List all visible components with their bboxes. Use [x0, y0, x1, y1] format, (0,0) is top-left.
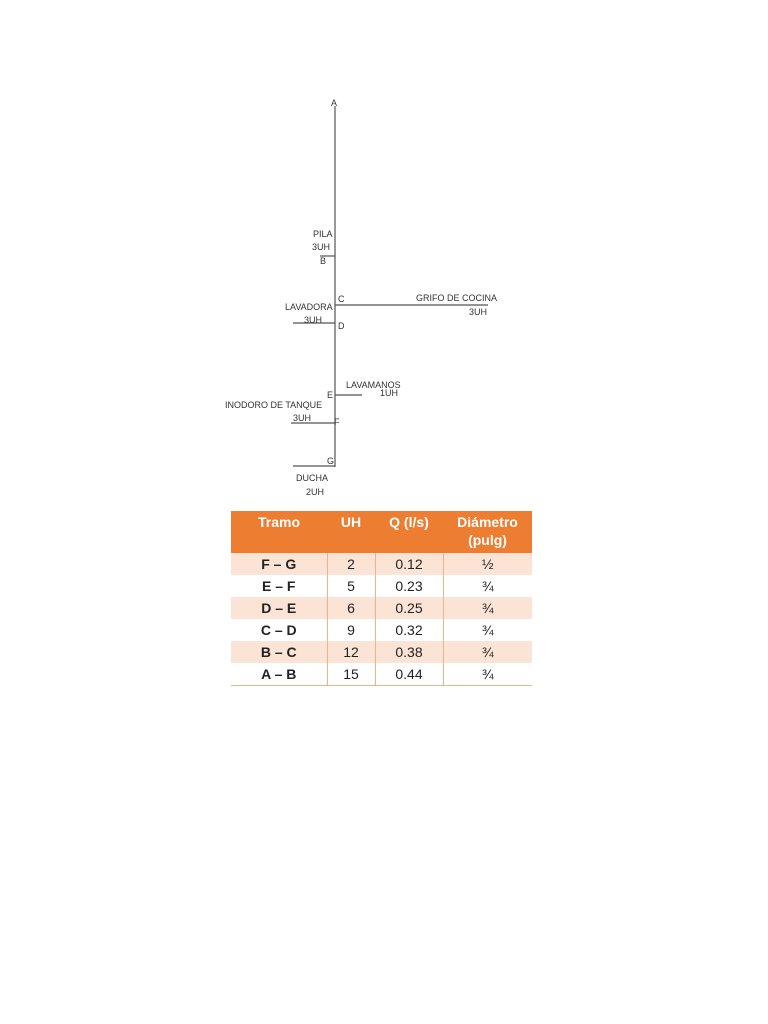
node-e-label: E: [327, 390, 334, 400]
node-b-label: B: [320, 256, 327, 266]
lavamanos-uh: 1UH: [380, 388, 399, 398]
cell-q: 0.23: [375, 575, 443, 597]
cell-uh: 15: [327, 663, 375, 686]
cell-uh: 6: [327, 597, 375, 619]
node-c-label: C: [338, 294, 345, 304]
pila-uh: 3UH: [312, 242, 331, 252]
header-tramo: Tramo: [231, 511, 327, 553]
node-a-label: A: [331, 98, 338, 108]
cell-tramo: D – E: [231, 597, 327, 619]
table-row: [231, 575, 532, 597]
pila-name: PILA: [313, 229, 333, 239]
cell-diametro: ¾: [443, 575, 532, 597]
table-row: [231, 641, 532, 663]
cell-tramo: B – C: [231, 641, 327, 663]
inodoro-name: INODORO DE TANQUE: [225, 400, 323, 410]
header-diametro: [443, 511, 532, 553]
table-row: [231, 619, 532, 641]
cell-tramo: A – B: [231, 663, 327, 686]
cell-diametro: ¾: [443, 663, 532, 686]
grifo-name: GRIFO DE COCINA: [416, 293, 498, 303]
ducha-name: DUCHA: [296, 473, 329, 483]
pipe-isometric-diagram: [0, 0, 768, 505]
lavadora-uh: 3UH: [304, 315, 323, 325]
node-f-label: F: [334, 417, 340, 427]
cell-uh: 2: [327, 553, 375, 575]
cell-uh: 5: [327, 575, 375, 597]
cell-uh: 9: [327, 619, 375, 641]
cell-q: 0.38: [375, 641, 443, 663]
cell-q: 0.25: [375, 597, 443, 619]
table-row: [231, 553, 532, 575]
inodoro-uh: 3UH: [293, 413, 312, 423]
cell-diametro: ¾: [443, 641, 532, 663]
cell-tramo: E – F: [231, 575, 327, 597]
header-diametro-line1: Diámetro: [457, 514, 518, 530]
header-uh: UH: [327, 511, 375, 553]
table-row: [231, 597, 532, 619]
cell-uh: 12: [327, 641, 375, 663]
pipe-sizing-table: [231, 511, 532, 686]
node-g-label: G: [327, 456, 335, 466]
cell-q: 0.44: [375, 663, 443, 686]
table-header-row: [231, 511, 532, 553]
cell-diametro: ¾: [443, 619, 532, 641]
cell-tramo: C – D: [231, 619, 327, 641]
lavadora-name: LAVADORA: [285, 302, 333, 312]
header-q: Q (l/s): [375, 511, 443, 553]
node-d-label: D: [338, 321, 345, 331]
table-row: [231, 663, 532, 686]
cell-q: 0.12: [375, 553, 443, 575]
cell-diametro: ¾: [443, 597, 532, 619]
cell-tramo: F – G: [231, 553, 327, 575]
cell-diametro: ½: [443, 553, 532, 575]
header-diametro-line2: (pulg): [468, 532, 507, 548]
cell-q: 0.32: [375, 619, 443, 641]
lavamanos-name: LAVAMANOS: [346, 380, 401, 390]
ducha-uh: 2UH: [306, 487, 325, 497]
grifo-uh: 3UH: [469, 307, 488, 317]
